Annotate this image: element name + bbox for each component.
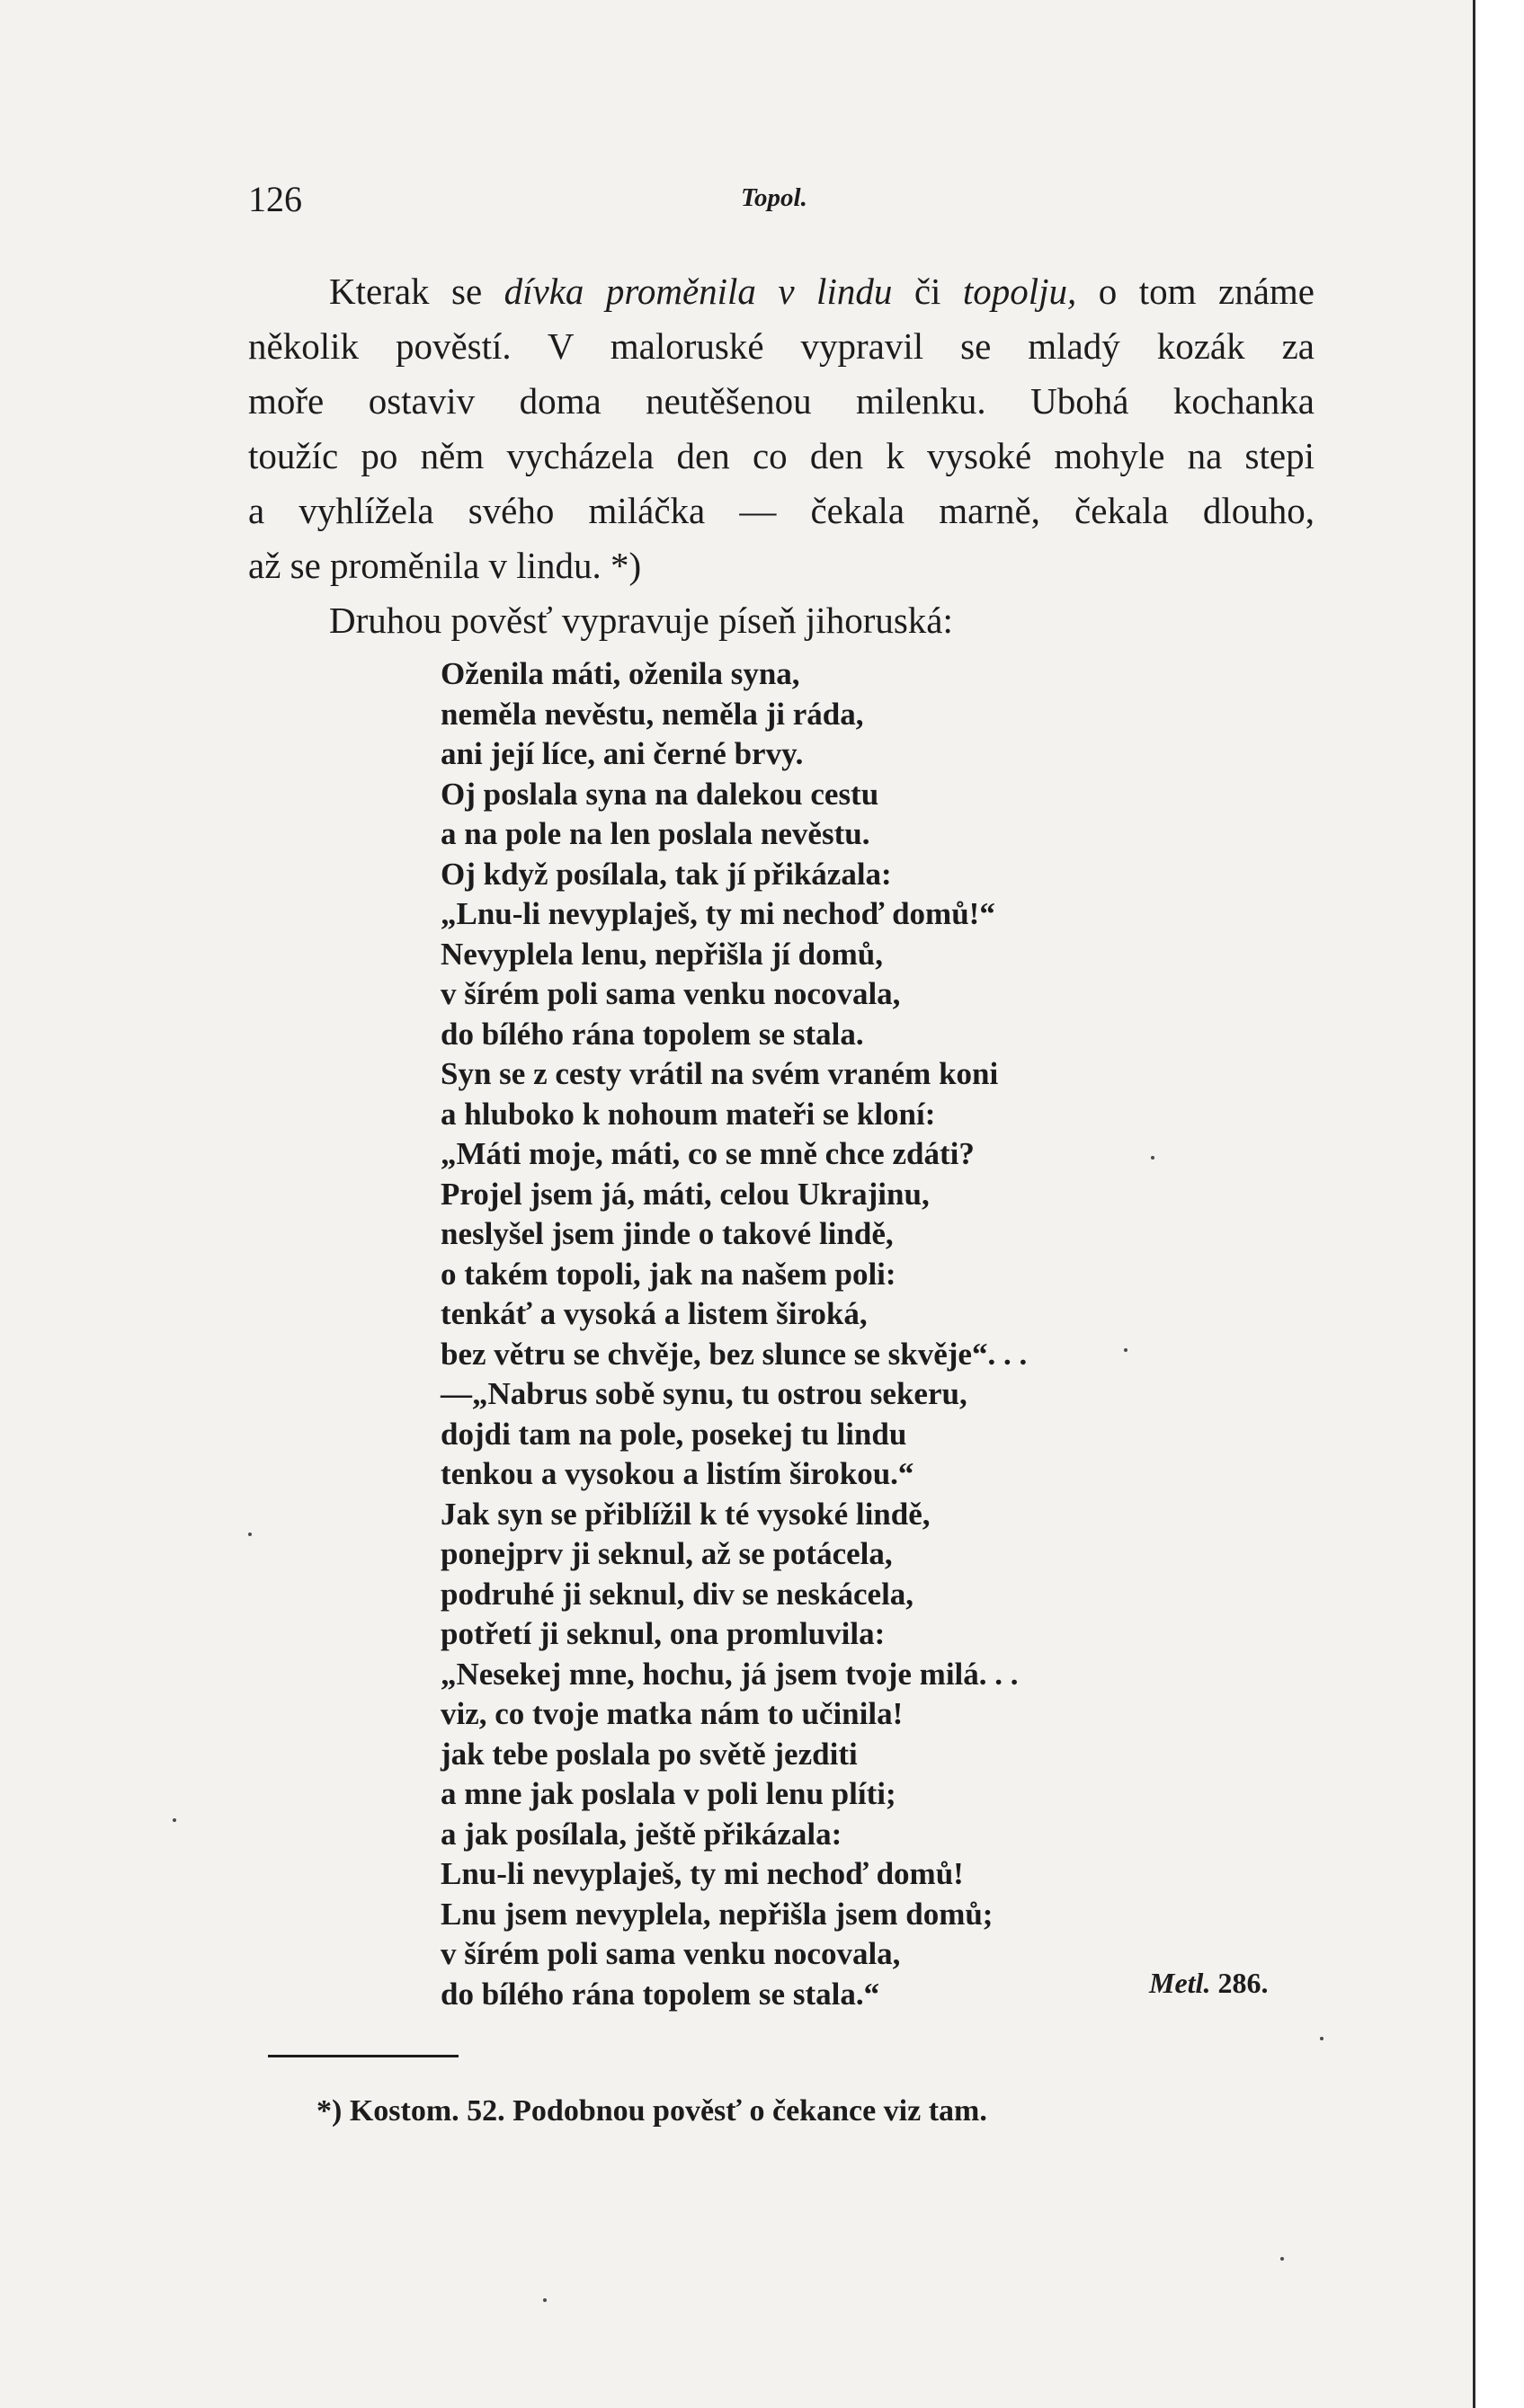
poem-verse: v šírém poli sama venku nocovala,: [441, 976, 901, 1011]
poem-verse: potřetí ji seknul, ona promluvila:: [441, 1616, 886, 1651]
poem-verse: viz, co tvoje matka nám to učinila!: [441, 1696, 904, 1731]
poem-verse: —„Nabrus sobě synu, tu ostrou sekeru,: [441, 1376, 967, 1411]
page-header: [248, 178, 1291, 232]
poem-verse: a jak posílala, ještě přikázala:: [441, 1816, 842, 1852]
print-speck: [1124, 1348, 1127, 1352]
prose-text: [248, 264, 1315, 648]
print-speck: [1280, 2257, 1284, 2261]
poem-verse: a hluboko k nohoum mateři se kloní:: [441, 1096, 936, 1132]
poem-citation: [1149, 1967, 1268, 2000]
scan-margin: [1475, 0, 1524, 2408]
poem-verse: Syn se z cesty vrátil na svém vraném koni: [441, 1056, 999, 1091]
poem: [441, 654, 1160, 2014]
poem-verse: Oj poslala syna na dalekou cestu: [441, 776, 879, 812]
poem-verse: Nevyplela lenu, nepřišla jí domů,: [441, 936, 883, 972]
prose-segment: či: [892, 271, 963, 312]
prose-line: několik pověstí. V maloruské vypravil se mladý kozák za: [248, 325, 1315, 367]
poem-verse: dojdi tam na pole, posekej tu lindu: [441, 1416, 907, 1452]
poem-verse: neměla nevěstu, neměla ji ráda,: [441, 696, 864, 732]
poem-verse: bez větru se chvěje, bez slunce se skvěje“. . .: [441, 1336, 1028, 1372]
poem-verse: tenkou a vysokou a listím širokou.“: [441, 1456, 914, 1491]
poem-verse: jak tebe poslala po světě jezditi: [441, 1736, 858, 1772]
poem-verse: Oženila máti, oženila syna,: [441, 656, 800, 691]
print-speck: [173, 1818, 176, 1822]
poem-verse: tenkáť a vysoká a listem široká,: [441, 1296, 868, 1331]
poem-verse: o takém topoli, jak na našem poli:: [441, 1256, 896, 1292]
page-number: 126: [248, 179, 302, 219]
poem-verse: Lnu jsem nevyplela, nepřišla jsem domů;: [441, 1896, 994, 1932]
poem-verse: do bílého rána topolem se stala.: [441, 1016, 864, 1052]
prose-emphasis: dívka proměnila v lindu: [504, 271, 893, 312]
print-speck: [248, 1533, 252, 1536]
prose-line: [248, 264, 1315, 319]
poem-verse: Lnu-li nevyplaješ, ty mi nechoď domů!: [441, 1856, 964, 1891]
prose-line: moře ostaviv doma neutěšenou milenku. Ubohá kochanka: [248, 380, 1315, 422]
poem-verse: ani její líce, ani černé brvy.: [441, 736, 804, 771]
running-title: Topol.: [741, 183, 807, 212]
poem-verse: podruhé ji seknul, div se neskácela,: [441, 1576, 914, 1612]
citation-page: 286.: [1217, 1967, 1269, 1999]
print-speck: [543, 2298, 547, 2302]
prose-segment: Kterak se: [329, 271, 504, 312]
prose-segment: o tom známe: [1076, 271, 1315, 312]
print-speck: [1151, 1156, 1154, 1160]
poem-verse: Projel jsem já, máti, celou Ukrajinu,: [441, 1176, 930, 1212]
poem-verse: Jak syn se přiblížil k té vysoké lindě,: [441, 1496, 931, 1532]
poem-verse: „Máti moje, máti, co se mně chce zdáti?: [441, 1136, 975, 1171]
citation-source: Metl.: [1149, 1967, 1211, 1999]
poem-verse: do bílého rána topolem se stala.“: [441, 1976, 880, 2012]
prose-line: toužíc po něm vycházela den co den k vysoké mohyle na stepi: [248, 435, 1315, 476]
prose-line: a vyhlížela svého miláčka — čekala marně, čekala dlouho,: [248, 490, 1315, 531]
prose-line: až se proměnila v lindu. *): [248, 545, 642, 586]
poem-verse: ponejprv ji seknul, až se potácela,: [441, 1536, 893, 1571]
poem-verse: „Lnu-li nevyplaješ, ty mi nechoď domů!“: [441, 896, 995, 931]
poem-verse: „Nesekej mne, hochu, já jsem tvoje milá. . .: [441, 1656, 1019, 1692]
print-speck: [1320, 2037, 1323, 2040]
prose-emphasis: topolju,: [962, 271, 1077, 312]
footnote: *) Kostom. 52. Podobnou pověsť o čekance viz tam.: [316, 2094, 987, 2128]
prose-paragraph-2: Druhou pověsť vypravuje píseň jihoruská:: [329, 600, 953, 641]
poem-verse: v šírém poli sama venku nocovala,: [441, 1936, 901, 1971]
footnote-divider: [268, 2055, 459, 2057]
poem-verse: neslyšel jsem jinde o takové lindě,: [441, 1216, 894, 1251]
poem-verse: a na pole na len poslala nevěstu.: [441, 816, 870, 851]
poem-verse: Oj když posílala, tak jí přikázala:: [441, 856, 892, 892]
poem-verse: a mne jak poslala v poli lenu plíti;: [441, 1776, 896, 1811]
page-edge-shadow: [1473, 0, 1475, 2408]
